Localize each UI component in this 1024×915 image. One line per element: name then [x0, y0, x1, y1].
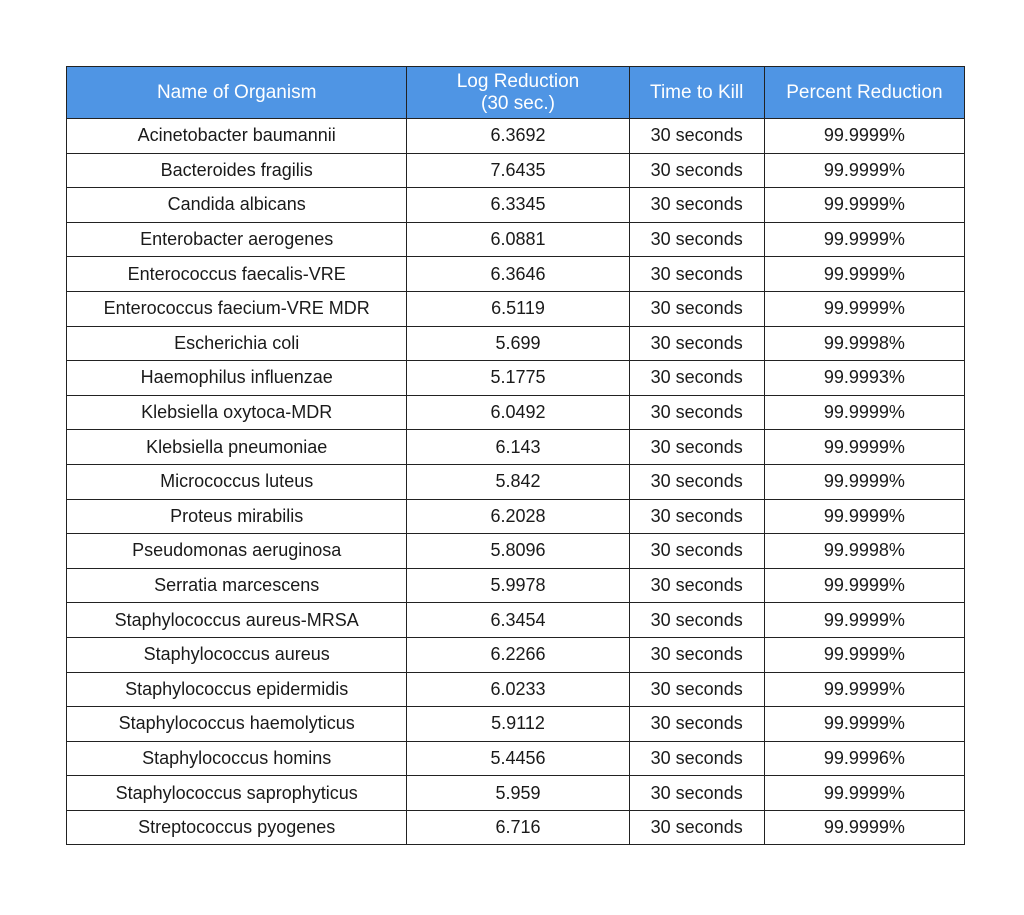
- percent-reduction-cell: 99.9996%: [764, 741, 964, 776]
- log-reduction-cell: 5.9978: [407, 568, 629, 603]
- organism-name-cell: Candida albicans: [67, 188, 407, 223]
- time-to-kill-cell: 30 seconds: [629, 430, 764, 465]
- log-reduction-cell: 7.6435: [407, 153, 629, 188]
- table-header: [67, 67, 965, 119]
- percent-reduction-cell: 99.9999%: [764, 119, 964, 154]
- header-log-reduction: [407, 67, 629, 119]
- time-to-kill-cell: 30 seconds: [629, 534, 764, 569]
- organism-name-cell: Enterobacter aerogenes: [67, 222, 407, 257]
- table-row: [67, 707, 965, 742]
- organism-name-cell: Streptococcus pyogenes: [67, 810, 407, 845]
- table-row: [67, 361, 965, 396]
- log-reduction-cell: 5.9112: [407, 707, 629, 742]
- percent-reduction-cell: 99.9999%: [764, 291, 964, 326]
- percent-reduction-cell: 99.9999%: [764, 188, 964, 223]
- time-to-kill-cell: 30 seconds: [629, 672, 764, 707]
- time-to-kill-cell: 30 seconds: [629, 603, 764, 638]
- table-row: [67, 637, 965, 672]
- percent-reduction-cell: 99.9999%: [764, 603, 964, 638]
- time-to-kill-cell: 30 seconds: [629, 222, 764, 257]
- table-body: [67, 119, 965, 845]
- organism-name-cell: Staphylococcus aureus-MRSA: [67, 603, 407, 638]
- organism-name-cell: Staphylococcus epidermidis: [67, 672, 407, 707]
- organism-name-cell: Enterococcus faecalis-VRE: [67, 257, 407, 292]
- table-row: [67, 672, 965, 707]
- log-reduction-cell: 6.3454: [407, 603, 629, 638]
- percent-reduction-cell: 99.9999%: [764, 810, 964, 845]
- header-time-to-kill: Time to Kill: [629, 67, 764, 119]
- log-reduction-cell: 6.2028: [407, 499, 629, 534]
- time-to-kill-cell: 30 seconds: [629, 119, 764, 154]
- table-row: [67, 499, 965, 534]
- log-reduction-cell: 5.959: [407, 776, 629, 811]
- organism-name-cell: Proteus mirabilis: [67, 499, 407, 534]
- table-row: [67, 534, 965, 569]
- header-log-reduction-line1: Log Reduction: [456, 70, 580, 92]
- organism-name-cell: Escherichia coli: [67, 326, 407, 361]
- percent-reduction-cell: 99.9999%: [764, 464, 964, 499]
- organism-name-cell: Micrococcus luteus: [67, 464, 407, 499]
- organism-name-cell: Enterococcus faecium-VRE MDR: [67, 291, 407, 326]
- time-to-kill-cell: 30 seconds: [629, 153, 764, 188]
- organism-name-cell: Bacteroides fragilis: [67, 153, 407, 188]
- percent-reduction-cell: 99.9999%: [764, 707, 964, 742]
- table-row: [67, 119, 965, 154]
- time-to-kill-cell: 30 seconds: [629, 776, 764, 811]
- table-row: [67, 568, 965, 603]
- header-row: [67, 67, 965, 119]
- organism-name-cell: Pseudomonas aeruginosa: [67, 534, 407, 569]
- header-log-reduction-line2: (30 sec.): [481, 92, 555, 114]
- percent-reduction-cell: 99.9993%: [764, 361, 964, 396]
- time-to-kill-cell: 30 seconds: [629, 326, 764, 361]
- time-to-kill-cell: 30 seconds: [629, 568, 764, 603]
- time-to-kill-cell: 30 seconds: [629, 361, 764, 396]
- percent-reduction-cell: 99.9999%: [764, 672, 964, 707]
- time-to-kill-cell: 30 seconds: [629, 257, 764, 292]
- table-row: [67, 430, 965, 465]
- organism-reduction-table: [66, 66, 965, 845]
- table-row: [67, 464, 965, 499]
- percent-reduction-cell: 99.9999%: [764, 776, 964, 811]
- log-reduction-cell: 5.1775: [407, 361, 629, 396]
- percent-reduction-cell: 99.9998%: [764, 534, 964, 569]
- log-reduction-cell: 5.4456: [407, 741, 629, 776]
- table-row: [67, 257, 965, 292]
- table-row: [67, 153, 965, 188]
- log-reduction-cell: 6.0881: [407, 222, 629, 257]
- table-row: [67, 603, 965, 638]
- percent-reduction-cell: 99.9999%: [764, 637, 964, 672]
- time-to-kill-cell: 30 seconds: [629, 637, 764, 672]
- organism-name-cell: Staphylococcus haemolyticus: [67, 707, 407, 742]
- time-to-kill-cell: 30 seconds: [629, 707, 764, 742]
- log-reduction-cell: 6.3646: [407, 257, 629, 292]
- table-row: [67, 810, 965, 845]
- table-row: [67, 326, 965, 361]
- log-reduction-cell: 6.0492: [407, 395, 629, 430]
- organism-table-container: [66, 66, 965, 845]
- table-row: [67, 291, 965, 326]
- organism-name-cell: Klebsiella pneumoniae: [67, 430, 407, 465]
- time-to-kill-cell: 30 seconds: [629, 395, 764, 430]
- percent-reduction-cell: 99.9999%: [764, 222, 964, 257]
- organism-name-cell: Staphylococcus saprophyticus: [67, 776, 407, 811]
- log-reduction-cell: 6.5119: [407, 291, 629, 326]
- percent-reduction-cell: 99.9999%: [764, 257, 964, 292]
- header-percent-reduction: Percent Reduction: [764, 67, 964, 119]
- header-name-of-organism: Name of Organism: [67, 67, 407, 119]
- time-to-kill-cell: 30 seconds: [629, 499, 764, 534]
- percent-reduction-cell: 99.9999%: [764, 499, 964, 534]
- log-reduction-cell: 6.0233: [407, 672, 629, 707]
- log-reduction-cell: 6.143: [407, 430, 629, 465]
- table-row: [67, 222, 965, 257]
- time-to-kill-cell: 30 seconds: [629, 188, 764, 223]
- log-reduction-cell: 6.2266: [407, 637, 629, 672]
- log-reduction-cell: 6.716: [407, 810, 629, 845]
- organism-name-cell: Klebsiella oxytoca-MDR: [67, 395, 407, 430]
- time-to-kill-cell: 30 seconds: [629, 741, 764, 776]
- table-row: [67, 741, 965, 776]
- time-to-kill-cell: 30 seconds: [629, 464, 764, 499]
- organism-name-cell: Acinetobacter baumannii: [67, 119, 407, 154]
- log-reduction-cell: 5.842: [407, 464, 629, 499]
- table-row: [67, 395, 965, 430]
- organism-name-cell: Serratia marcescens: [67, 568, 407, 603]
- table-row: [67, 776, 965, 811]
- percent-reduction-cell: 99.9999%: [764, 395, 964, 430]
- table-row: [67, 188, 965, 223]
- log-reduction-cell: 5.699: [407, 326, 629, 361]
- percent-reduction-cell: 99.9998%: [764, 326, 964, 361]
- time-to-kill-cell: 30 seconds: [629, 291, 764, 326]
- percent-reduction-cell: 99.9999%: [764, 153, 964, 188]
- organism-name-cell: Staphylococcus homins: [67, 741, 407, 776]
- log-reduction-cell: 6.3692: [407, 119, 629, 154]
- organism-name-cell: Staphylococcus aureus: [67, 637, 407, 672]
- log-reduction-cell: 5.8096: [407, 534, 629, 569]
- organism-name-cell: Haemophilus influenzae: [67, 361, 407, 396]
- percent-reduction-cell: 99.9999%: [764, 430, 964, 465]
- percent-reduction-cell: 99.9999%: [764, 568, 964, 603]
- time-to-kill-cell: 30 seconds: [629, 810, 764, 845]
- log-reduction-cell: 6.3345: [407, 188, 629, 223]
